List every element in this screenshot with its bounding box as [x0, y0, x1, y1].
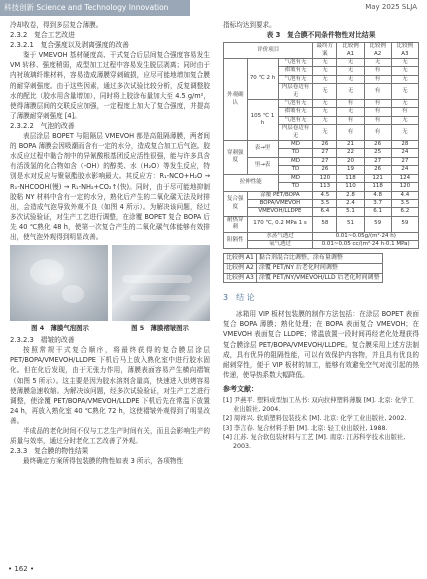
page-number: • 162 • [8, 565, 35, 573]
table-cell: 阻隔性 [224, 232, 248, 249]
bubble-photo [10, 245, 108, 321]
table-cell: 5.1 [337, 208, 364, 216]
table-cell: 无 [313, 125, 337, 141]
table-cell: 4.5 [313, 191, 337, 199]
table-cell: 无 [391, 100, 418, 108]
section-heading: 2.3.2.1 复合强度以及剥离强度的改善 [10, 41, 129, 50]
section-heading: 2.3.2.2 气泡的改善 [10, 121, 75, 130]
wrinkle-photo [112, 245, 210, 321]
table-cell: 表→里 [247, 141, 278, 158]
table-cell: 26 [364, 141, 391, 149]
table-row [224, 157, 419, 165]
table-cell: TD [278, 149, 313, 157]
left-column [10, 20, 210, 466]
table-row [224, 199, 419, 207]
table-cell: 124 [391, 174, 418, 182]
table-cell: 26 [364, 166, 391, 174]
table-cell: 121 [364, 174, 391, 182]
table-cell: 6.1 [364, 208, 391, 216]
table-cell: 无 [313, 84, 337, 100]
table-cell: 无 [337, 67, 364, 75]
table-cell: MD [278, 157, 313, 165]
table-cell: 24 [391, 166, 418, 174]
section-heading: 2.3.3 复合膜的物性结果 [10, 447, 89, 456]
table-cell: 有 [364, 67, 391, 75]
table-cell: BOPA/VMEVOH [247, 199, 313, 207]
figure-5-caption: 图 5 薄膜褶皱图示 [131, 324, 189, 333]
table-cell: 无 [313, 116, 337, 124]
table-cell: 无 [391, 116, 418, 124]
table-cell: 无 [313, 108, 337, 116]
table-cell: 无 [391, 67, 418, 75]
table-cell: 无 [337, 59, 364, 67]
legend-cell: 涂覆 PET/NY/VMEVOH/LLD 后老化时间调整 [256, 273, 382, 283]
legend-cell: 比较例 A3 [224, 273, 257, 283]
table-cell: 118 [337, 174, 364, 182]
table-cell: 22 [337, 149, 364, 157]
table-cell: 3.7 [364, 199, 391, 207]
table-cell: 3.5 [391, 199, 418, 207]
reference-item: [2] 周祥兴. 软质塑料包装技术 [M]. 北京: 化学工业出版社, 2002. [223, 415, 407, 423]
table-row [224, 240, 419, 248]
table-cell: 59 [391, 216, 418, 232]
reference-item: [4] 江苏. 复合软包装材料与工艺 [M]. 南京: 江苏科学技术出版社, 2003. [223, 433, 406, 450]
table-header-cell: 比较例 A3 [391, 43, 418, 59]
table-cell: 外观确认 [224, 59, 248, 141]
table-cell: 穿刺强度 [224, 141, 248, 175]
table-cell: 无 [313, 100, 337, 108]
reference-list [223, 396, 419, 451]
table-cell: 无 [313, 67, 337, 75]
table-header-cell: 比较例 A2 [364, 43, 391, 59]
table-cell: 气泡有无 [278, 59, 313, 67]
section-title: 3 结 论 [223, 293, 255, 303]
table-cell: 有 [364, 75, 391, 83]
table-cell: 0.01~0.05 cc/(m²·24 h·0.1 MPa) [313, 240, 419, 248]
table-cell: 0.01~0.05g/(m²·24 h) [313, 232, 419, 240]
figure-captions [10, 323, 210, 333]
table-row [224, 174, 419, 182]
page-header [0, 0, 427, 16]
table-cell: 2.8 [337, 191, 364, 199]
table-row [224, 232, 419, 240]
paragraph: 冰箱用 VIP 板材包装膜的制作方法包括：在涂层 BOPET 表面复合 BOPA 薄膜；熟化处理；在 BOPA 表面复合 VMEVOH；在 VMEVOH 表面复合 LLDPE；常温放置一段时间再经老化处理获得复合膜涂层 PET/BOPA/VMEVOH/LLDPE。复合膜采用上述方法制成，具有优异的阻隔性能，可以有效保护内容物，并且具有优良的耐刺穿性，便于 VIP 板材的加工，能够有效避免空气对流引起的热传递，使导热系数大幅降低。 [223, 310, 419, 379]
table-cell: 170 ℃, 0.2 MPa 1 s [247, 216, 313, 232]
table-row [224, 216, 419, 232]
table-cell: 复合强度 [224, 191, 248, 216]
table-cell: 无 [391, 125, 418, 141]
table-cell: MD [278, 141, 313, 149]
table-cell: 25 [364, 149, 391, 157]
table-cell: 59 [364, 216, 391, 232]
table-cell: 有 [391, 108, 418, 116]
header-bar [0, 0, 190, 16]
table-header-cell: 最终方案 [313, 43, 337, 59]
table-cell: 21 [337, 141, 364, 149]
table-cell: 内层卷边有无 [278, 125, 313, 141]
legend-cell: 涂覆 PET/NY 后老化时间调整 [256, 263, 382, 273]
right-column [223, 20, 419, 451]
table-row [224, 141, 419, 149]
issue-date: May 2025 SLJA [365, 3, 417, 11]
table-row [224, 59, 419, 67]
table-cell: 内层卷边有无 [278, 84, 313, 100]
table-cell: 氧气透过 [247, 240, 313, 248]
legend-cell: 比较例 A2 [224, 263, 257, 273]
table-cell: 113 [313, 183, 337, 191]
table-cell: 无 [364, 59, 391, 67]
table-cell: 无 [313, 59, 337, 67]
table-cell: 4.8 [364, 191, 391, 199]
table-3-caption: 表 3 复合膜不同条件物性对比结果 [266, 31, 376, 40]
table-cell: 有 [337, 125, 364, 141]
paragraph: 按照常规干式复合顺序，将最终获得的复合膜层涂层 PET/BOPA/VMEVOH/LLDPE 下机后马上放入熟化室中进行胶水固化。但在化后发现，由于无张力作用，薄膜表面容易产生横向褶皱（如图 5 所示）。这主要是因为胶水溶剂含量高，快速进入烘烤容易使薄膜急速收缩。为解决该问题，经多次试验验证，对生产工艺进行调整，使涂覆 PET/BOPA/VMEVOH/LLDPE 下机后先在常温下放置 24 h，再放入熟化室 40 ℃熟化 72 h，这使褶皱外观得到了明显改善。 [10, 346, 210, 425]
comparison-legend [223, 253, 383, 283]
table-cell: 有 [364, 108, 391, 116]
legend-row [224, 254, 383, 264]
table-cell: 3.5 [313, 199, 337, 207]
table-cell: TD [278, 166, 313, 174]
table-cell: 6.2 [391, 208, 418, 216]
table-cell: 51 [337, 216, 364, 232]
table-header-row [224, 43, 419, 59]
table-cell: 19 [337, 166, 364, 174]
table-cell: 20 [337, 157, 364, 165]
table-cell: 涂覆 PET/BOPA [247, 191, 313, 199]
table-cell: 无 [391, 59, 418, 67]
table-cell: 无 [391, 84, 418, 100]
table-cell: 有 [337, 100, 364, 108]
table-cell: 有 [364, 100, 391, 108]
table-cell: 26 [313, 166, 337, 174]
table-cell: 120 [313, 174, 337, 182]
table-header-cell: 评价项目 [224, 43, 313, 59]
paragraph: 半成品的老化时间不仅与工艺生产时间有关，而且会影响生产的质量与效率，通过分时老化工艺改善了外观。 [10, 427, 210, 446]
reference-item: [3] 李言春. 复合材料手册 [M]. 北京: 轻工业出版社, 1988. [223, 424, 388, 432]
legend-cell: 比较例 A1 [224, 254, 257, 264]
paragraph: 冷却收卷，得到多层复合薄膜。 [10, 21, 103, 29]
table-cell: 拉伸性能 [224, 174, 279, 191]
legend-row [224, 273, 383, 283]
table-cell: 28 [391, 141, 418, 149]
table-cell: 27 [391, 157, 418, 165]
table-cell: 气泡有无 [278, 75, 313, 83]
table-cell: 27 [364, 157, 391, 165]
table-cell: 58 [313, 216, 337, 232]
references-heading: 参考文献： [223, 384, 258, 393]
table-cell: 27 [313, 157, 337, 165]
table-cell: 无 [337, 84, 364, 100]
table-row [224, 208, 419, 216]
paragraph: 指标均达到要求。 [223, 21, 276, 29]
table-cell: 110 [337, 183, 364, 191]
table-cell: 105 ℃ 1 h [247, 100, 278, 141]
table-cell: VMEVOH/LLDPE [247, 208, 313, 216]
table-cell: 气泡有无 [278, 100, 313, 108]
table-cell: 耐热穿刺 [224, 216, 248, 232]
table-cell: 2.4 [337, 199, 364, 207]
table-cell: 褶皱有无 [278, 108, 313, 116]
table-cell: 无 [313, 75, 337, 83]
legend-cell: 黏合剂混合比调整、涂布量调整 [256, 254, 382, 264]
table-row [224, 100, 419, 108]
table-cell: 褶皱有无 [278, 67, 313, 75]
table-cell: 有 [337, 116, 364, 124]
table-cell: 120 [391, 183, 418, 191]
paragraph: 最终确定方案所得包装膜的物性如表 3 所示，各项物性 [23, 457, 184, 466]
table-cell: 水蒸气透过 [247, 232, 313, 240]
table-row [224, 191, 419, 199]
table-cell: 无 [391, 75, 418, 83]
table-cell: 6.4 [313, 208, 337, 216]
journal-name: 科技创新 Science and Technology Innovation [4, 3, 169, 12]
legend-row [224, 263, 383, 273]
table-cell: 118 [364, 183, 391, 191]
section-heading: 2.3.2 复合工艺改进 [10, 31, 75, 40]
table-cell: 4.4 [391, 191, 418, 199]
section-heading: 2.3.2.3 褶皱的改善 [10, 336, 75, 345]
table-cell: 无 [337, 75, 364, 83]
table-cell: 里→表 [247, 157, 278, 174]
table-cell: 无 [337, 108, 364, 116]
figure-4-caption: 图 4 薄膜气泡图示 [31, 324, 89, 333]
paragraph: 表层涂层 BOPET 与阻隔层 VMEVOH 都是高阻隔薄膜，两者间的 BOPA 薄膜会因吸潮而含有一定的水分，造成复合加工后气泡。胶水反应过程中黏合剂中的异氰酸根基团反应活性很强，能与许多具含有活泼氢的化合物如含（-OH）的醇类、水（H₂O）等发生反应，特别是水对反应与聚氨酯胶水影响最大。其反应方：R₁-NCO+H₂O → R₁-NHCOOH(慢) → R₁-NH₂+CO₂↑(快)。同时，由于尽可能地抑制胶粘 NY 材料中含有一定的水分，熟化后产生的二氧化碳无法及时排出，会造成气泡导致外观不良（如图 4 所示）。为解决该问题，经过多次试验验证，对生产工艺进行调整，在涂覆 BOPET 复合 BOPA 后先 40 ℃熟化 48 h，使第一次复合产生的二氧化碳气体能够有效排出，使气泡外观得到明显改善。 [10, 132, 210, 241]
figure-row [10, 245, 210, 321]
table-cell: TD [278, 183, 313, 191]
table-cell: 有 [364, 84, 391, 100]
table-cell: 有 [364, 125, 391, 141]
table-cell: MD [278, 174, 313, 182]
table-cell: 有 [364, 116, 391, 124]
table-cell: 70 ℃ 2 h [247, 59, 278, 100]
table-3 [223, 42, 419, 249]
paragraph: 鉴于 VMEVOH 基材硬度高、干式复合后层间复合强度容易发生 VM 转移、强度稍弱，成型加工过程中容易发生脱层剥离；同时由于内衬玻璃纤维材料，容易造成薄膜穿刺破损，应尽可能地增加复合膜的耐穿刺强度。由于这些因素，通过多次试验比较分析，反复调整胶水的配比（胶水用含量增加），同时将上胶涂布量加大至 4.5 g/m²，使得薄膜层间的交联反应加强，一定程度上加大了复合强度，并提高了薄膜耐穿刺强度 [4]。 [10, 51, 210, 120]
table-cell: 气泡有无 [278, 116, 313, 124]
reference-item: [1] 尹燕平. 塑料成型加工丛书: 双向拉伸塑料薄膜 [M]. 北京: 化学工业出版社, 2004. [223, 396, 414, 414]
table-cell: 27 [313, 149, 337, 157]
table-cell: 24 [391, 149, 418, 157]
table-header-cell: 比较例 A1 [337, 43, 364, 59]
table-cell: 26 [313, 141, 337, 149]
